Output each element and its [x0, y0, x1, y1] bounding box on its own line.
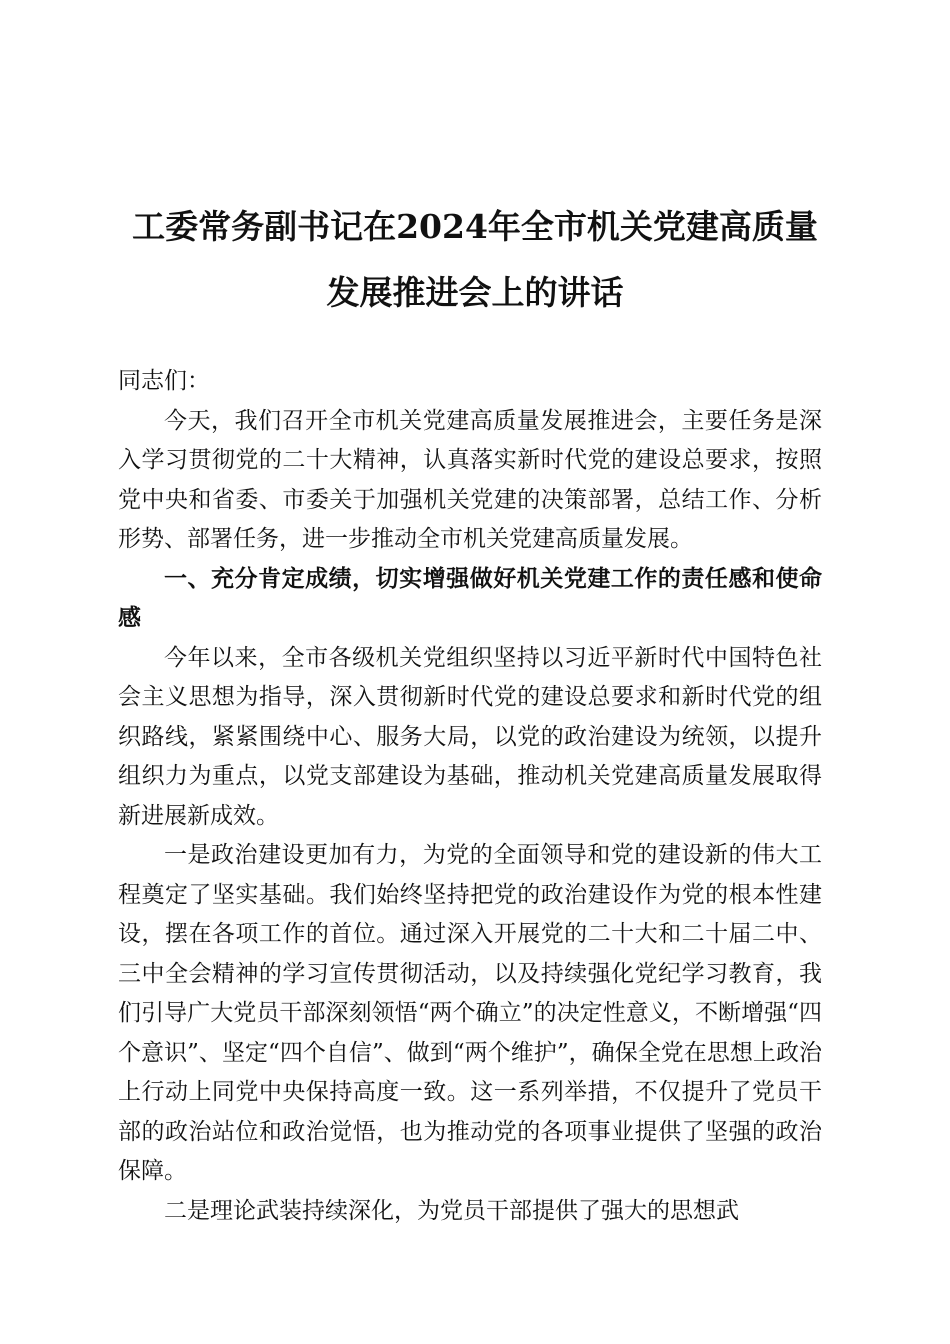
- paragraph-political-building: 一是政治建设更加有力，为党的全面领导和党的建设新的伟大工程奠定了坚实基础。我们始终坚持把党的政治建设作为党的根本性建设，摆在各项工作的首位。通过深入开展党的二十大和二十届二中、三中全会精神的学习宣传贯彻活动，以及持续强化党纪学习教育，我们引导广大党员干部深刻领悟“两个确立”的决定性意义，不断增强“四个意识”、坚定“四个自信”、做到“两个维护”，确保全党在思想上政治上行动上同党中央保持高度一致。这一系列举措，不仅提升了党员干部的政治站位和政治觉悟，也为推动党的各项事业提供了坚强的政治保障。: [118, 842, 822, 1184]
- document-title: 工委常务副书记在2024年全市机关党建高质量发展推进会上的讲话: [132, 207, 818, 312]
- paragraph-theory-armament: 二是理论武装持续深化，为党员干部提供了强大的思想武: [164, 1197, 739, 1224]
- document-body: [118, 362, 822, 1231]
- salutation: 同志们：: [118, 368, 210, 394]
- paragraph-overview: 今年以来，全市各级机关党组织坚持以习近平新时代中国特色社会主义思想为指导，深入贯彻新时代党的建设总要求和新时代党的组织路线，紧紧围绕中心、服务大局，以党的政治建设为统领，以提升组织力为重点，以党支部建设为基础，推动机关党建高质量发展取得新进展新成效。: [118, 644, 822, 829]
- section-heading-1: 一、充分肯定成绩，切实增强做好机关党建工作的责任感和使命感: [118, 565, 822, 631]
- paragraph-intro: 今天，我们召开全市机关党建高质量发展推进会，主要任务是深入学习贯彻党的二十大精神，认真落实新时代党的建设总要求，按照党中央和省委、市委关于加强机关党建的决策部署，总结工作、分析形势、部署任务，进一步推动全市机关党建高质量发展。: [118, 407, 822, 552]
